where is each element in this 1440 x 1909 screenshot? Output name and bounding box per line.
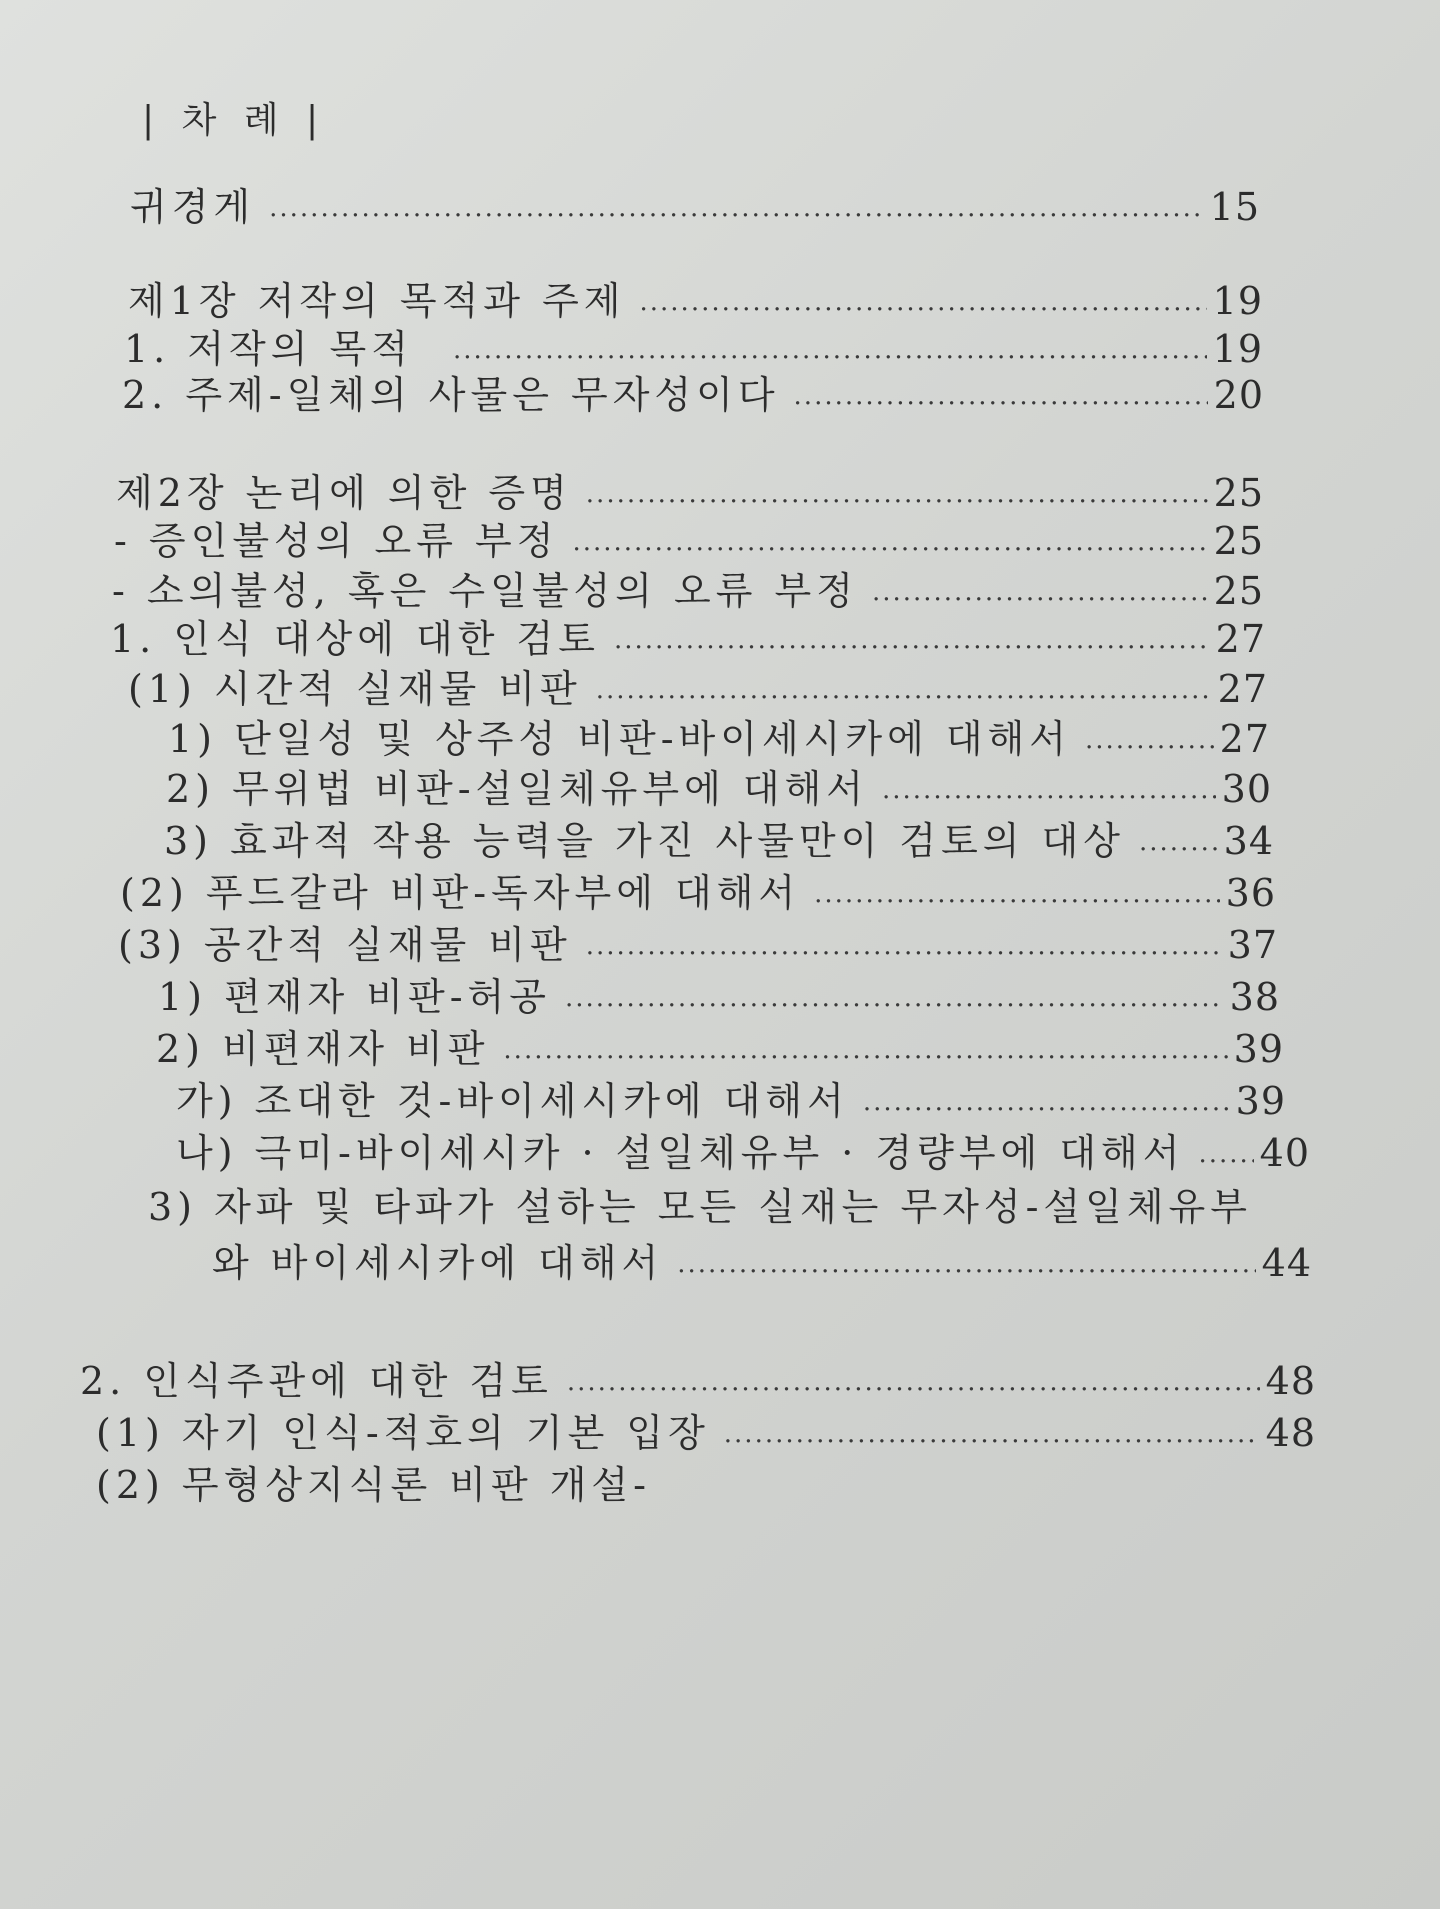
toc-entry: [158, 966, 1280, 1018]
toc-entry: [176, 1122, 1310, 1174]
toc-entry-page: 44: [1261, 1241, 1312, 1285]
toc-entry-label: 3) 효과적 작용 능력을 가진 사물만이 검토의 대상: [164, 819, 1126, 863]
toc-entry-label: (1) 자기 인식-적호의 기본 입장: [96, 1411, 710, 1455]
toc-entry-page: 27: [1219, 717, 1270, 761]
toc-entry-page: 27: [1215, 617, 1266, 661]
leader-dots: [269, 193, 1204, 223]
toc-entry-page: 27: [1217, 667, 1268, 711]
toc-entry-label: 2. 주제-일체의 사물은 무자성이다: [122, 373, 780, 417]
toc-entry-label: (2) 푸드갈라 비판-독자부에 대해서: [120, 871, 801, 915]
toc-entry-label: (1) 시간적 실재물 비판: [128, 667, 582, 711]
toc-entry-label: 1) 편재자 비판-허공: [158, 975, 551, 1019]
toc-entry-page: 36: [1225, 871, 1276, 915]
toc-entry-page: 39: [1235, 1079, 1286, 1123]
leader-dots: [1085, 725, 1214, 755]
leader-dots: [586, 931, 1222, 961]
leader-dots: [1139, 827, 1218, 857]
toc-entry: [114, 510, 1264, 562]
toc-entry-label: 가) 조대한 것-바이세시카에 대해서: [176, 1079, 849, 1123]
toc-entry-label: 1. 저작의 목적: [124, 327, 413, 371]
leader-dots: [724, 1419, 1260, 1449]
toc-entry: [112, 560, 1264, 612]
leader-dots: [677, 1249, 1255, 1279]
toc-entry-label: (2) 무형상지식론 비판 개설-: [96, 1463, 651, 1507]
toc-entry-label: 제2장 논리에 의한 증명: [116, 471, 572, 515]
toc-entry: [212, 1232, 1312, 1284]
leader-dots: [503, 1035, 1227, 1065]
toc-entry-label: 나) 극미-바이세시카 · 설일체유부 · 경량부에 대해서: [176, 1131, 1185, 1175]
toc-entry-page: 39: [1233, 1027, 1284, 1071]
toc-entry: [96, 1402, 1316, 1454]
leader-dots: [872, 577, 1208, 607]
toc-entry-label: - 증인불성의 오류 부정: [114, 519, 559, 563]
toc-entry: [148, 1176, 1312, 1228]
toc-entry-page: 37: [1227, 923, 1278, 967]
toc-entry-label: 와 바이세시카에 대해서: [212, 1241, 664, 1285]
toc-entry: [156, 1018, 1284, 1070]
toc-entry: [166, 758, 1272, 810]
leader-dots: [640, 287, 1207, 317]
toc-entry: [110, 608, 1266, 660]
toc-entry: [116, 462, 1264, 514]
toc-entry-page: 40: [1259, 1131, 1310, 1175]
leader-dots: [1198, 1139, 1253, 1169]
leader-dots: [794, 381, 1208, 411]
toc-entry-label: 귀경게: [130, 185, 256, 229]
leader-dots: [863, 1087, 1230, 1117]
toc-entry-page: 34: [1223, 819, 1274, 863]
toc-entry: [118, 914, 1278, 966]
toc-entry-label: 1. 인식 대상에 대한 검토: [110, 617, 600, 661]
leader-dots: [882, 775, 1216, 805]
leader-dots: [814, 879, 1220, 909]
toc-entry-page: 48: [1265, 1359, 1316, 1403]
toc-entry: [96, 1454, 1316, 1506]
toc-entry-page: 38: [1229, 975, 1280, 1019]
toc-entry-label: 2. 인식주관에 대한 검토: [80, 1359, 553, 1403]
toc-entry-label: (3) 공간적 실재물 비판: [118, 923, 572, 967]
toc-entry: [130, 176, 1260, 228]
toc-entry-page: 15: [1209, 185, 1260, 229]
toc-entry: [176, 1070, 1286, 1122]
toc-entry: [124, 318, 1263, 370]
toc-entry: [164, 810, 1274, 862]
leader-dots: [565, 983, 1224, 1013]
toc-entry: [168, 708, 1270, 760]
toc-entry-page: 48: [1265, 1411, 1316, 1455]
toc-title: | 차 례 |: [142, 100, 327, 141]
leader-dots: [567, 1367, 1260, 1397]
toc-entry-page: 25: [1213, 519, 1264, 563]
toc-entry: [120, 862, 1276, 914]
toc-entry-page: 19: [1212, 279, 1263, 323]
toc-entry-page: 25: [1213, 569, 1264, 613]
leader-dots: [453, 335, 1207, 365]
toc-entry-page: 20: [1213, 373, 1264, 417]
leader-dots: [572, 527, 1207, 557]
leader-dots: [614, 625, 1210, 655]
leader-dots: [596, 675, 1212, 705]
toc-entry-label: - 소의불성, 혹은 수일불성의 오류 부정: [112, 569, 858, 613]
toc-entry-page: 25: [1213, 471, 1264, 515]
toc-entry: [128, 270, 1263, 322]
leader-dots: [586, 479, 1208, 509]
toc-entry-label: 2) 무위법 비판-설일체유부에 대해서: [166, 767, 868, 811]
toc-entry: [128, 658, 1268, 710]
toc-entry-page: 30: [1221, 767, 1272, 811]
toc-entry-label: 제1장 저작의 목적과 주제: [128, 279, 626, 323]
toc-entry-page: 19: [1212, 327, 1263, 371]
toc-entry: [122, 364, 1264, 416]
toc-entry-label: 1) 단일성 및 상주성 비판-바이세시카에 대해서: [168, 717, 1071, 761]
toc-entry-label: 3) 자파 및 타파가 설하는 모든 실재는 무자성-설일체유부: [148, 1185, 1252, 1229]
toc-entry-label: 2) 비편재자 비판: [156, 1027, 490, 1071]
toc-entry: [80, 1350, 1316, 1402]
